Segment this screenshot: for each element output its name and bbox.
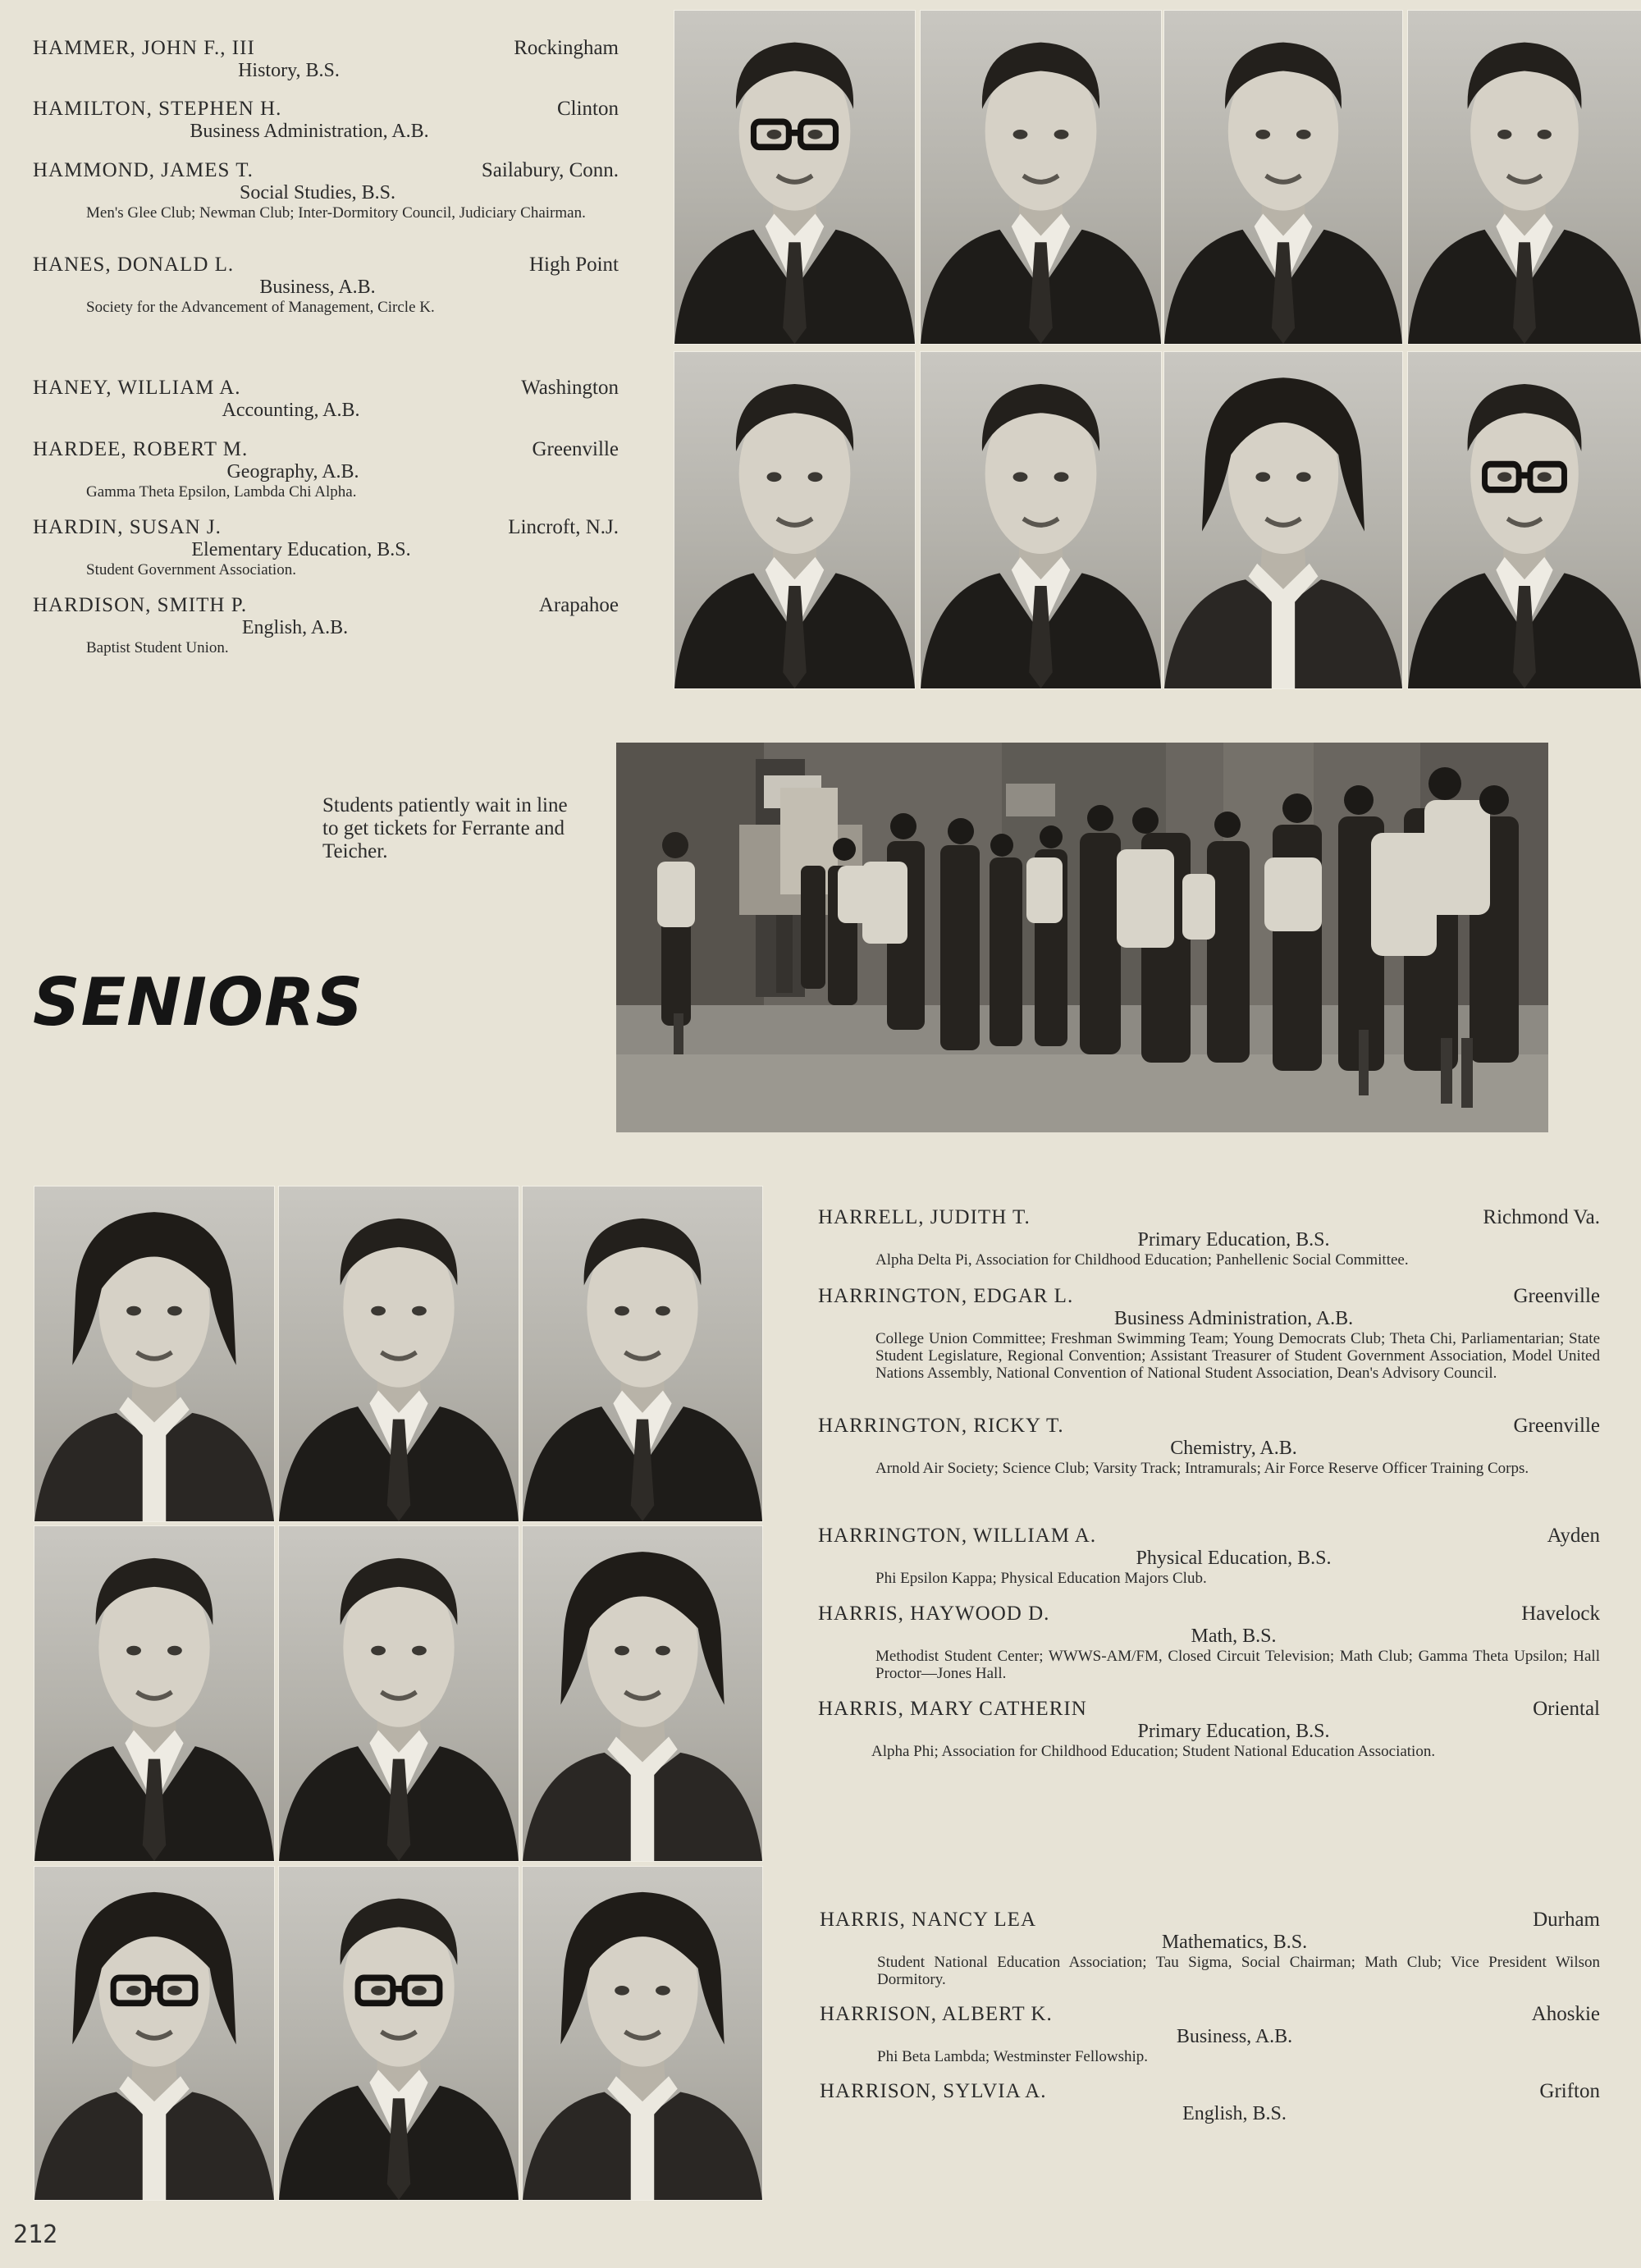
senior-name: HARRISON, SYLVIA A. <box>820 2080 1047 2102</box>
senior-activities: Society for the Advancement of Management, Circle K. <box>86 299 435 316</box>
senior-hometown: Greenville <box>1513 1415 1600 1437</box>
senior-activities: Men's Glee Club; Newman Club; Inter-Dormitory Council, Judiciary Chairman. <box>86 204 586 222</box>
senior-degree: Business, A.B. <box>259 277 376 298</box>
senior-hometown: Greenville <box>1513 1285 1600 1307</box>
senior-portrait <box>34 1187 274 1521</box>
senior-hometown: Richmond Va. <box>1483 1206 1600 1228</box>
senior-entry <box>818 1698 1600 1760</box>
senior-hometown: Oriental <box>1533 1698 1600 1720</box>
senior-degree: Business Administration, A.B. <box>1113 1308 1354 1329</box>
senior-activities: Alpha Phi; Association for Childhood Education; Student National Education Association. <box>871 1743 1436 1760</box>
senior-hometown: Clinton <box>556 98 619 120</box>
senior-degree: Primary Education, B.S. <box>1137 1229 1330 1251</box>
senior-activities: Phi Beta Lambda; Westminster Fellowship. <box>877 2048 1149 2065</box>
senior-name: HARDEE, ROBERT M. <box>33 438 249 460</box>
senior-name: HARDIN, SUSAN J. <box>33 516 222 538</box>
senior-portrait <box>279 1867 519 2200</box>
senior-hometown: Grifton <box>1539 2080 1600 2102</box>
senior-degree: English, A.B. <box>241 617 349 638</box>
senior-activities: Gamma Theta Epsilon, Lambda Chi Alpha. <box>86 483 357 501</box>
senior-entry <box>820 2080 1600 2125</box>
senior-degree: Elementary Education, B.S. <box>191 539 411 560</box>
senior-name: HARRIS, MARY CATHERIN <box>818 1698 1087 1720</box>
senior-activities: Student National Education Association; Tau Sigma, Social Chairman; Math Club; Vice President Wilson Dormitory. <box>877 1954 1600 1988</box>
senior-hometown: Ahoskie <box>1531 2003 1600 2025</box>
senior-degree: Math, B.S. <box>1191 1626 1277 1647</box>
senior-entry <box>33 594 619 656</box>
senior-name: HARRISON, ALBERT K. <box>820 2003 1053 2025</box>
senior-name: HARDISON, SMITH P. <box>33 594 248 616</box>
senior-hometown: High Point <box>528 254 619 276</box>
senior-degree: English, B.S. <box>1182 2103 1287 2124</box>
senior-entry <box>33 516 619 578</box>
senior-name: HARRINGTON, WILLIAM A. <box>818 1525 1097 1547</box>
senior-portrait <box>523 1187 762 1521</box>
senior-portrait <box>921 352 1161 688</box>
senior-entry <box>818 1206 1600 1269</box>
senior-portrait <box>34 1526 274 1861</box>
senior-entry <box>33 159 619 222</box>
senior-name: HARRIS, NANCY LEA <box>820 1909 1036 1931</box>
senior-entry <box>818 1525 1600 1587</box>
senior-name: HARRINGTON, RICKY T. <box>818 1415 1064 1437</box>
senior-activities: Baptist Student Union. <box>86 639 229 656</box>
senior-entry <box>818 1285 1600 1382</box>
senior-entry <box>820 1909 1600 1988</box>
senior-portrait <box>674 11 915 344</box>
senior-hometown: Havelock <box>1521 1603 1600 1625</box>
senior-name: HANEY, WILLIAM A. <box>33 377 241 399</box>
senior-hometown: Rockingham <box>514 37 619 59</box>
senior-portrait <box>523 1867 762 2200</box>
senior-entry <box>818 1603 1600 1682</box>
senior-hometown: Sailabury, Conn. <box>481 159 619 181</box>
section-title: SENIORS <box>33 964 364 1040</box>
senior-portrait <box>523 1526 762 1861</box>
senior-name: HARRELL, JUDITH T. <box>818 1206 1031 1228</box>
senior-degree: Business Administration, A.B. <box>190 121 429 142</box>
senior-hometown: Washington <box>521 377 619 399</box>
senior-activities: Methodist Student Center; WWWS-AM/FM, Closed Circuit Television; Math Club; Gamma Theta Upsilon; Hall Proctor—Jones Hall. <box>875 1648 1600 1682</box>
senior-degree: Primary Education, B.S. <box>1137 1721 1330 1742</box>
senior-degree: Geography, A.B. <box>226 461 359 482</box>
senior-portrait <box>1164 11 1402 344</box>
senior-activities: Alpha Delta Pi, Association for Childhood Education; Panhellenic Social Committee. <box>875 1251 1409 1269</box>
senior-portrait <box>921 11 1161 344</box>
senior-activities: Phi Epsilon Kappa; Physical Education Majors Club. <box>875 1570 1207 1587</box>
senior-entry <box>820 2003 1600 2065</box>
photo-caption: Students patiently wait in line to get tickets for Ferrante and Teicher. <box>322 794 568 862</box>
senior-entry <box>33 377 619 422</box>
senior-name: HANES, DONALD L. <box>33 254 235 276</box>
senior-activities: College Union Committee; Freshman Swimming Team; Young Democrats Club; Theta Chi, Parliamentarian; State Student Legislature, Regional Convention; Assistant Treasurer of Student Government Association, Model United Nations Assembly, National Convention of National Student Association, Dean's Advisory Council. <box>875 1330 1600 1382</box>
senior-degree: Accounting, A.B. <box>222 400 360 421</box>
senior-hometown: Greenville <box>532 438 619 460</box>
senior-portrait <box>279 1526 519 1861</box>
senior-entry <box>33 37 619 82</box>
senior-degree: Social Studies, B.S. <box>239 182 396 203</box>
senior-hometown: Ayden <box>1547 1525 1600 1547</box>
senior-portrait <box>279 1187 519 1521</box>
ticket-line-photo <box>616 743 1548 1132</box>
senior-hometown: Lincroft, N.J. <box>508 516 619 538</box>
senior-name: HAMILTON, STEPHEN H. <box>33 98 282 120</box>
senior-portrait <box>34 1867 274 2200</box>
page-number: 212 <box>13 2220 58 2249</box>
senior-name: HARRINGTON, EDGAR L. <box>818 1285 1074 1307</box>
senior-portrait <box>1408 352 1641 688</box>
senior-degree: Business, A.B. <box>1176 2026 1293 2047</box>
senior-hometown: Durham <box>1533 1909 1600 1931</box>
senior-activities: Student Government Association. <box>86 561 296 578</box>
senior-name: HAMMER, JOHN F., III <box>33 37 255 59</box>
senior-activities: Arnold Air Society; Science Club; Varsity Track; Intramurals; Air Force Reserve Officer Training Corps. <box>875 1460 1529 1477</box>
senior-name: HAMMOND, JAMES T. <box>33 159 254 181</box>
senior-degree: Chemistry, A.B. <box>1170 1438 1297 1459</box>
senior-degree: Physical Education, B.S. <box>1136 1548 1332 1569</box>
senior-name: HARRIS, HAYWOOD D. <box>818 1603 1050 1625</box>
senior-entry <box>33 98 619 143</box>
senior-degree: History, B.S. <box>238 60 340 81</box>
senior-portrait <box>674 352 915 688</box>
senior-portrait <box>1408 11 1641 344</box>
senior-degree: Mathematics, B.S. <box>1161 1932 1308 1953</box>
senior-portrait <box>1164 352 1402 688</box>
senior-entry <box>33 438 619 501</box>
senior-hometown: Arapahoe <box>538 594 619 616</box>
senior-entry <box>33 254 619 316</box>
senior-entry <box>818 1415 1600 1477</box>
